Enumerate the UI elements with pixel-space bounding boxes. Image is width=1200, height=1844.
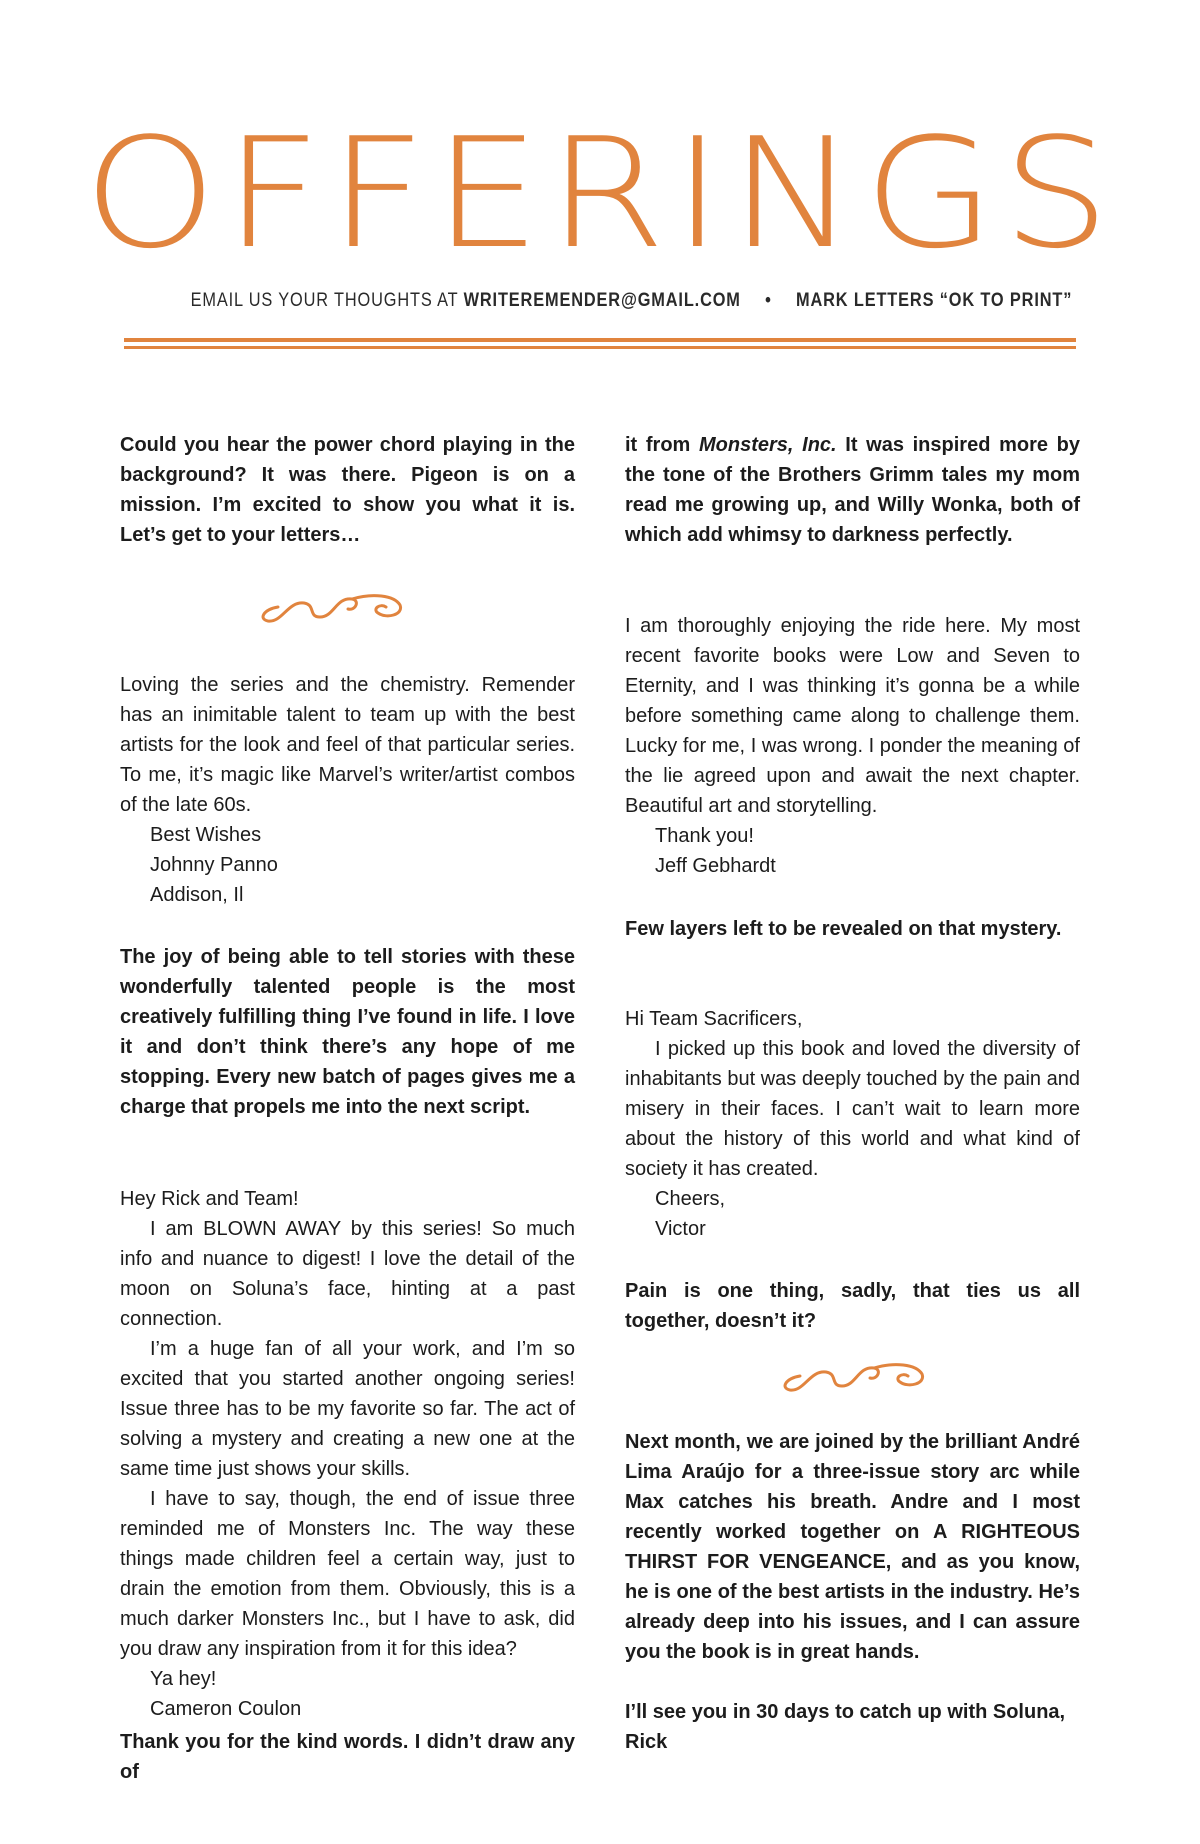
letter-body: I am thoroughly enjoying the ride here. My most recent favorite books were Low and Seven to Eternity, and I was thinking it’s gonna be a while before something came along to challenge them. Lucky for me, I was wrong. I ponder the meaning of the lie agreed upon and await the next chapter. Beautiful art and storytelling. [625,615,1080,817]
editor-reply: Pain is one thing, sadly, that ties us all together, doesn’t it? [625,1280,1080,1332]
letter-cameron-coulon [120,1184,575,1724]
reply-jeff-gebhardt [625,914,1080,944]
letter-signature: Jeff Gebhardt [655,855,776,877]
letter-signature: Victor [655,1218,706,1240]
header-rule-top [124,338,1076,342]
letter-signature: Cameron Coulon [150,1698,302,1720]
header-rule-bottom [124,346,1076,349]
letter-jeff-gebhardt [625,611,1080,881]
announcement-text: Next month, we are joined by the brilliant André Lima Araújo for a three-issue story arc while Max catches his breath. Andre and I most recently worked together on A RIGHTEOUS THIRST FOR VENGEANCE, and as you know, he is one of the best artists in the industry. He’s already deep into his issues, and I can assure you the book is in great hands. [625,1431,1080,1663]
letter-paragraph: I am BLOWN AWAY by this series! So much info and nuance to digest! I love the detail of the moon on Soluna’s face, hinting at a past connection. [120,1218,575,1330]
letter-body: I picked up this book and loved the diversity of inhabitants but was deeply touched by the pain and misery in their faces. I can’t wait to learn more about the history of this world and what kind of society it has created. [625,1038,1080,1180]
sign-off [625,1697,1080,1757]
signoff-text: I’ll see you in 30 days to catch up with Soluna, [625,1701,1066,1723]
separator-dot: • [765,290,772,311]
reply-johnny-panno [120,942,575,1122]
editor-signature: Rick [625,1731,668,1753]
letter-greeting: Hey Rick and Team! [120,1188,299,1210]
editor-reply: Thank you for the kind words. I didn’t draw any of [120,1731,575,1783]
reply-victor [625,1276,1080,1336]
editor-reply: it from Monsters, Inc. It was inspired more by the tone of the Brothers Grimm tales my mom read me growing up, and Willy Wonka, both of which add whimsy to darkness perfectly. [625,434,1080,546]
next-month-announcement [625,1427,1080,1667]
letter-signature: Johnny Panno [150,854,278,876]
intro-text: Could you hear the power chord playing in the background? It was there. Pigeon is on a mission. I’m excited to show you what it is. Let’s get to your letters… [120,434,575,546]
flourish-ornament-icon [778,1354,928,1394]
email-address[interactable]: WRITEREMENDER@GMAIL.COM [463,290,741,311]
letter-greeting: Hi Team Sacrificers, [625,1008,803,1030]
book-title: Monsters, Inc. [699,434,837,456]
letter-paragraph: I have to say, though, the end of issue three reminded me of Monsters Inc. The way these things made children feel a certain way, just to drain the emotion from them. Obviously, this is a much darker Monsters Inc., but I have to ask, did you draw any inspiration from it for this idea? [120,1488,575,1660]
letter-johnny-panno [120,670,575,910]
page-title: OFFERINGS [83,105,1117,282]
editor-reply: Few layers left to be revealed on that mystery. [625,918,1062,940]
email-prefix: EMAIL US YOUR THOUGHTS AT [190,290,459,311]
letter-closing: Ya hey! [150,1668,217,1690]
letter-closing: Cheers, [655,1188,726,1210]
reply-cameron-continued [625,430,1080,550]
editor-reply: The joy of being able to tell stories with these wonderfully talented people is the most creatively fulfilling thing I’ve found in life. I love it and don’t think there’s any hope of me stopping. Every new batch of pages gives me a charge that propels me into the next script. [120,946,575,1118]
letter-location: Addison, Il [150,884,244,906]
letter-paragraph: I’m a huge fan of all your work, and I’m so excited that you started another ongoing series! Issue three has to be my favorite so far. The act of solving a mystery and creating a new one at the same time just shows your skills. [120,1338,575,1480]
print-note: MARK LETTERS “OK TO PRINT” [796,290,1073,311]
letter-closing: Thank you! [655,825,754,847]
reply-cameron-start [120,1727,575,1787]
submission-info [190,290,1073,312]
letter-closing: Best Wishes [150,824,262,846]
letter-victor [625,1004,1080,1244]
flourish-ornament-icon [256,585,406,625]
left-column [120,430,575,550]
letter-body: Loving the series and the chemistry. Remender has an inimitable talent to team up with the best artists for the look and feel of that particular series. To me, it’s magic like Marvel’s writer/artist combos of the late 60s. [120,674,575,816]
